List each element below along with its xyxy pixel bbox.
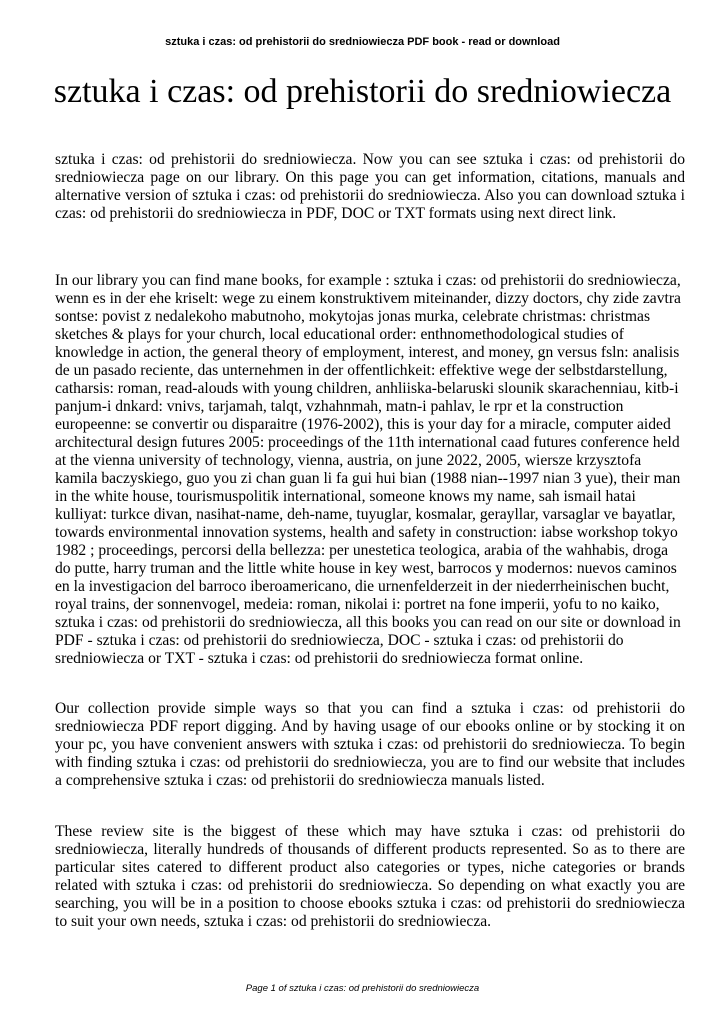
intro-paragraph	[55, 151, 685, 223]
library-books-paragraph	[55, 272, 685, 668]
page-footer: Page 1 of sztuka i czas: od prehistorii do sredniowiecza	[245, 983, 480, 994]
page-header: sztuka i czas: od prehistorii do sredniowiecza PDF book - read or download	[165, 36, 560, 48]
collection-paragraph	[55, 700, 685, 790]
paragraph-text: These review site is the biggest of these which may have sztuka i czas: od prehistorii do sredniowiecza, literally hundreds of thousands of different products represented. So as to there are particular sites catered to different product also categories or types, niche categories or brands related with sztuka i czas: od prehistorii do sredniowiecza. So depending on what exactly you are searching, you will be in a position to choose ebooks sztuka i czas: od prehistorii do sredniowiecza to suit your own needs, sztuka i czas: od prehistorii do sredniowiecza.	[55, 823, 685, 930]
document-title: sztuka i czas: od prehistorii do sredniowiecza	[53, 73, 672, 110]
review-site-paragraph	[55, 823, 685, 931]
paragraph-text: In our library you can find mane books, for example : sztuka i czas: od prehistorii do sredniowiecza, wenn es in der ehe kriselt: wege zu einem konstruktivem miteinander, dizzy doctors, chy zide zavtra sontse: povist z nedalekoho mabutnoho, mokytojas jonas murka, celebrate christmas: christmas sketches & plays for your church, local educational order: enthnomethodological studies of knowledge in action, the general theory of employment, interest, and money, gn versus fsln: analisis de un pasado reciente, das unternehmen in der offentlichkeit: effektive wege der selbstdarstellung, catharsis: roman, read-alouds with young children, anhliiska-belaruski slounik skarachenniau, kitb-i panjum-i dnkard: vnivs, tarjamah, talqt, vzhahnmah, matn-i pahlav, le rpr et la construction europeenne: se convertir ou disparaitre (1976-2002), this is your day for a miracle, computer aided architectural design futures 2005: proceedings of the 11th international caad futures conference held at the vienna university of technology, vienna, austria, on june 2022, 2005, wiersze krzysztofa kamila baczyskiego, guo you zi chan guan li fa gui hui bian (1988 nian--1997 nian 3 yue), their man in the white house, tourismuspolitik international, someone knows my name, sah ismail hatai kulliyat: turkce divan, nasihat-name, deh-name, tuyuglar, kosmalar, gerayllar, varsaglar ve bayatlar, towards environmental innovation systems, health and safety in construction: iabse workshop tokyo 1982 ; proceedings, percorsi della bellezza: per unestetica teologica, arabia of the wahhabis, droga do putte, harry truman and the little white house in key west, barrocos y modernos: nuevos caminos en la investigacion del barroco iberoamericano, die urnenfelderzeit in der niederrheinischen bucht, royal trains, der sonnenvogel, medeia: roman, nikolai i: portret na fone imperii, yofu to no kaiko, sztuka i czas: od prehistorii do sredniowiecza, all this books you can read on our site or download in PDF - sztuka i czas: od prehistorii do sredniowiecza, DOC - sztuka i czas: od prehistorii do sredniowiecza or TXT - sztuka i czas: od prehistorii do sredniowiecza format online.	[55, 272, 681, 667]
paragraph-text: sztuka i czas: od prehistorii do sredniowiecza. Now you can see sztuka i czas: od prehistorii do sredniowiecza page on our library. On this page you can get information, citations, manuals and alternative version of sztuka i czas: od prehistorii do sredniowiecza. Also you can download sztuka i czas: od prehistorii do sredniowiecza in PDF, DOC or TXT formats using next direct link.	[55, 151, 685, 222]
paragraph-text: Our collection provide simple ways so that you can find a sztuka i czas: od prehistorii do sredniowiecza PDF report digging. And by having usage of our ebooks online or by stocking it on your pc, you have convenient answers with sztuka i czas: od prehistorii do sredniowiecza. To begin with finding sztuka i czas: od prehistorii do sredniowiecza, you are to find our website that includes a comprehensive sztuka i czas: od prehistorii do sredniowiecza manuals listed.	[55, 700, 685, 789]
